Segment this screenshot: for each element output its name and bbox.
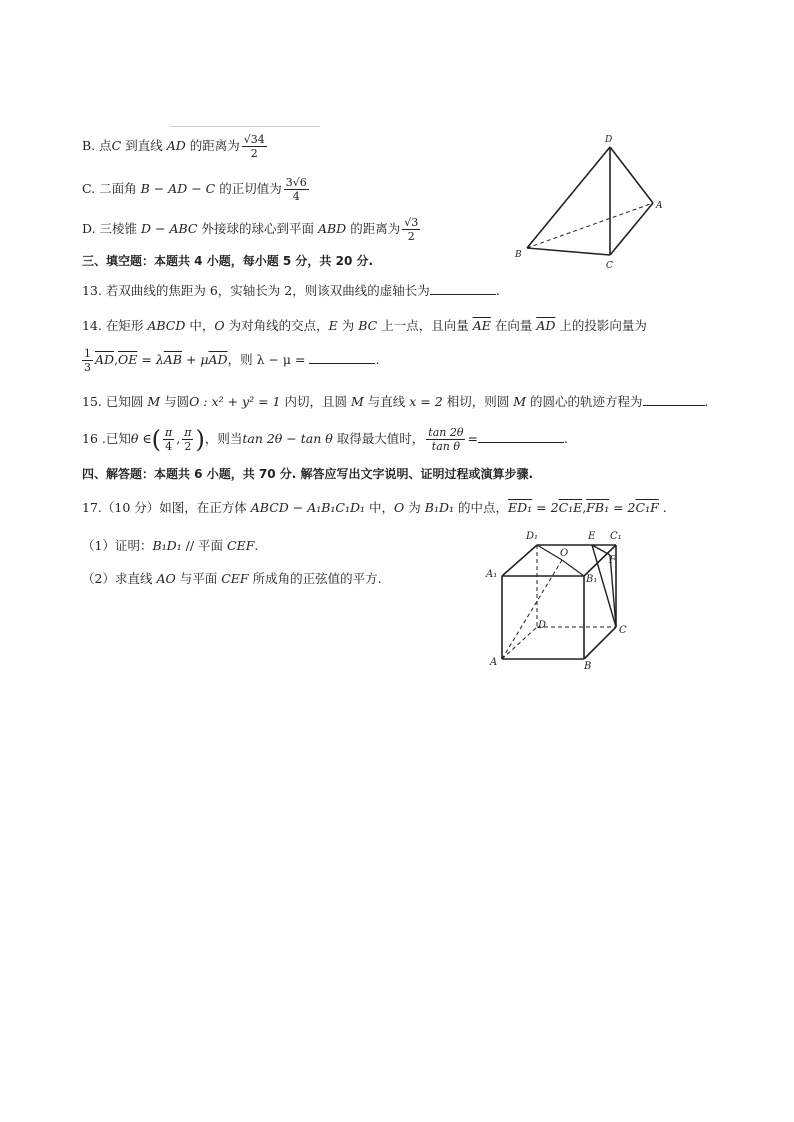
q16-p3: 取得最大值时， [336,431,425,446]
left-paren: ( [151,425,161,454]
option-d-mid: 外接球的球心到平面 [201,221,314,236]
option-b-mid: 到直线 [125,138,163,153]
point-e: E [328,318,338,333]
option-d-tail: 的距离为 [350,221,401,236]
option-b-tail: 的距离为 [189,138,240,153]
cube-name: ABCD − A₁B₁C₁D₁ [250,500,366,515]
circle-m: M [147,394,161,409]
cube-label-o: O [560,548,569,559]
plane-abd: ABD [317,221,347,236]
option-d [82,216,422,243]
q17-s1b: B₁D₁ [152,538,182,553]
option-c [82,176,311,203]
question-13 [82,282,500,300]
q14-answer-blank[interactable] [309,351,375,364]
q17-s2d: CEF [221,571,249,586]
q17-s2e: 所成角的正弦值的平方. [252,571,382,586]
rect-abcd: ABCD [147,318,186,333]
right-paren: ) [195,425,205,454]
tetra-label-d: D [605,135,613,145]
q14-frac-num: 1 [84,347,91,360]
point-o: O [214,318,225,333]
cube-label-a: A [490,657,498,668]
q15-p1: 15. 已知圆 [82,394,144,409]
q16-p1: 16 .已知 [82,431,131,446]
line-ad: AD [166,138,186,153]
question-16: 16 .已知θ ∈( $\frac{\pi}{4}$ , $\frac{\pi}{2}$ )，则当tan 2θ − tan θ 取得最大值时， $\frac{\tan 2\theta}{\text{tan θ}}$ = . [82,425,568,454]
tan-expression: tan 2θ − tan θ [242,431,333,446]
q15-answer-blank[interactable] [643,393,705,406]
tetra-label-b: B [515,250,522,260]
tetra-label-a: A [656,201,663,211]
point-c: C [111,138,122,153]
option-c-fraction [284,176,309,203]
q14-one-third [82,347,93,374]
q17-part-2 [82,570,382,588]
q14-then: ，则 λ − μ = [227,352,306,367]
option-b-den: 2 [250,147,258,160]
cube-label-d1: D₁ [526,531,539,542]
segment-bc: BC [358,318,378,333]
vector-c1e: C₁E [558,500,583,515]
option-d-num: √3 [404,216,419,229]
q17-s2a: （2）求直线 [82,571,153,586]
vector-ae: $\overline{AE}$ [472,318,491,333]
vector-oe: $\overline{OE}$ [118,352,138,367]
q16-tan-ratio [426,426,465,453]
cube-label-c: C [619,625,627,636]
q15-p6: 的圆心的轨迹方程为 [530,394,643,409]
q16-pi-4 [163,426,174,453]
option-b [82,133,269,160]
question-14-line-2 [80,347,379,374]
q17-p4: 的中点， [458,500,509,515]
option-b-prefix: B. 点 [82,138,112,153]
q14-comma: , [114,352,119,367]
q16-d2: 2 [184,440,192,453]
q17-p3: 为 [408,500,421,515]
q14-end: . [375,352,380,367]
q17-end: . [658,500,667,515]
q15-p5: 相切，则圆 [446,394,510,409]
option-b-fraction [242,133,267,160]
point-o-17: O [394,500,405,515]
vector-fb1: FB₁ [586,500,610,515]
q14-p7: 上的投影向量为 [559,318,647,333]
section-4-heading: 四、解答题：本题共 6 小题，共 70 分. 解答应写出文字说明、证明过程或演算步骤. [82,467,534,481]
q16-answer-blank[interactable] [478,430,564,443]
q13-answer-blank[interactable] [430,282,496,295]
q13-text: 13. 若双曲线的焦距为 6，实轴长为 2，则该双曲线的虚轴长为 [82,283,430,298]
vector-ad-3: $\overline{AD}$ [208,352,228,367]
question-14-line-1 [82,317,647,335]
cube-label-a1: A₁ [486,569,498,580]
q15-p3: 内切，且圆 [284,394,347,409]
vector-ad-2: $\overline{AD}$ [95,352,115,367]
q16-p2: ，则当 [204,431,243,446]
q14-p3: 为对角线的交点， [228,318,329,333]
q14-frac-den: 3 [84,361,91,374]
cube-label-d: D [538,620,547,631]
option-c-tail: 的正切值为 [219,181,282,196]
pyramid-name: D − ABC [141,221,198,236]
q14-p4: 为 [341,318,355,333]
option-c-prefix: C. 二面角 [82,181,137,196]
line-x-2: x = 2 [409,394,443,409]
option-d-fraction [402,216,420,243]
q16-pi-2 [182,426,193,453]
q17-s1e: . [254,538,259,553]
q14-p5: 上一点，且向量 [381,318,469,333]
vector-ab: $\overline{AB}$ [163,352,182,367]
vector-ed1: ED₁ [508,500,533,515]
q17-eq1: = 2 [532,500,559,515]
q17-p2: 中， [369,500,395,515]
circle-o-equation: O : x² + y² = 1 [189,394,281,409]
q16-end: . [563,431,568,446]
q17-part-1 [82,537,258,555]
q14-eq: = λ [137,352,164,367]
cube-label-b1: B₁ [586,574,598,585]
q14-plus: + μ [181,352,209,367]
section-3-heading: 三、填空题：本题共 4 小题，每小题 5 分，共 20 分. [82,254,374,268]
q17-s1c: // 平面 [181,538,224,553]
q17-s1a: （1）证明： [82,538,153,553]
tetra-label-c: C [606,261,613,271]
vector-ad: $\overline{AD}$ [536,318,556,333]
q15-p4: 与直线 [367,394,406,409]
q16-d1: 4 [165,440,173,453]
q17-p1: 17.（10 分）如图，在正方体 [82,500,247,515]
question-17 [82,499,667,517]
q14-p2: 中， [189,318,215,333]
q17-eq2: = 2 [609,500,636,515]
option-c-num: 3√6 [285,176,307,189]
top-rule [170,126,320,127]
q15-end: . [704,394,709,409]
q13-end: . [495,283,500,298]
circle-m-2: M [350,394,364,409]
cube-label-e: E [588,531,596,542]
q17-s2c: 与平面 [179,571,218,586]
q16-fn: tan 2θ [428,426,464,439]
tetrahedron-figure [510,130,670,275]
option-d-prefix: D. 三棱锥 [82,221,138,236]
dihedral-angle: B − AD − C [140,181,216,196]
q16-n1: π [165,426,173,439]
q17-comma: , [582,500,587,515]
option-d-den: 2 [407,230,415,243]
cube-label-c1: C₁ [610,531,622,542]
option-c-den: 4 [292,190,300,203]
q14-p1: 14. 在矩形 [82,318,144,333]
cube-label-f: F [609,555,616,566]
option-b-num: √34 [243,133,265,146]
segment-b1d1: B₁D₁ [424,500,455,515]
q15-p2: 与圆 [164,394,190,409]
circle-m-3: M [513,394,527,409]
cube-figure [480,525,640,675]
cube-label-b: B [584,661,592,672]
question-15 [82,393,709,411]
vector-c1f: C₁F [635,500,659,515]
q16-n2: π [184,426,192,439]
q17-s1d: CEF [227,538,255,553]
q17-s2b: AO [156,571,176,586]
q16-fd: tan θ [431,440,460,453]
theta-in: θ ∈ [130,431,152,446]
q14-p6: 在向量 [494,318,533,333]
q16-eq: = [467,431,478,446]
